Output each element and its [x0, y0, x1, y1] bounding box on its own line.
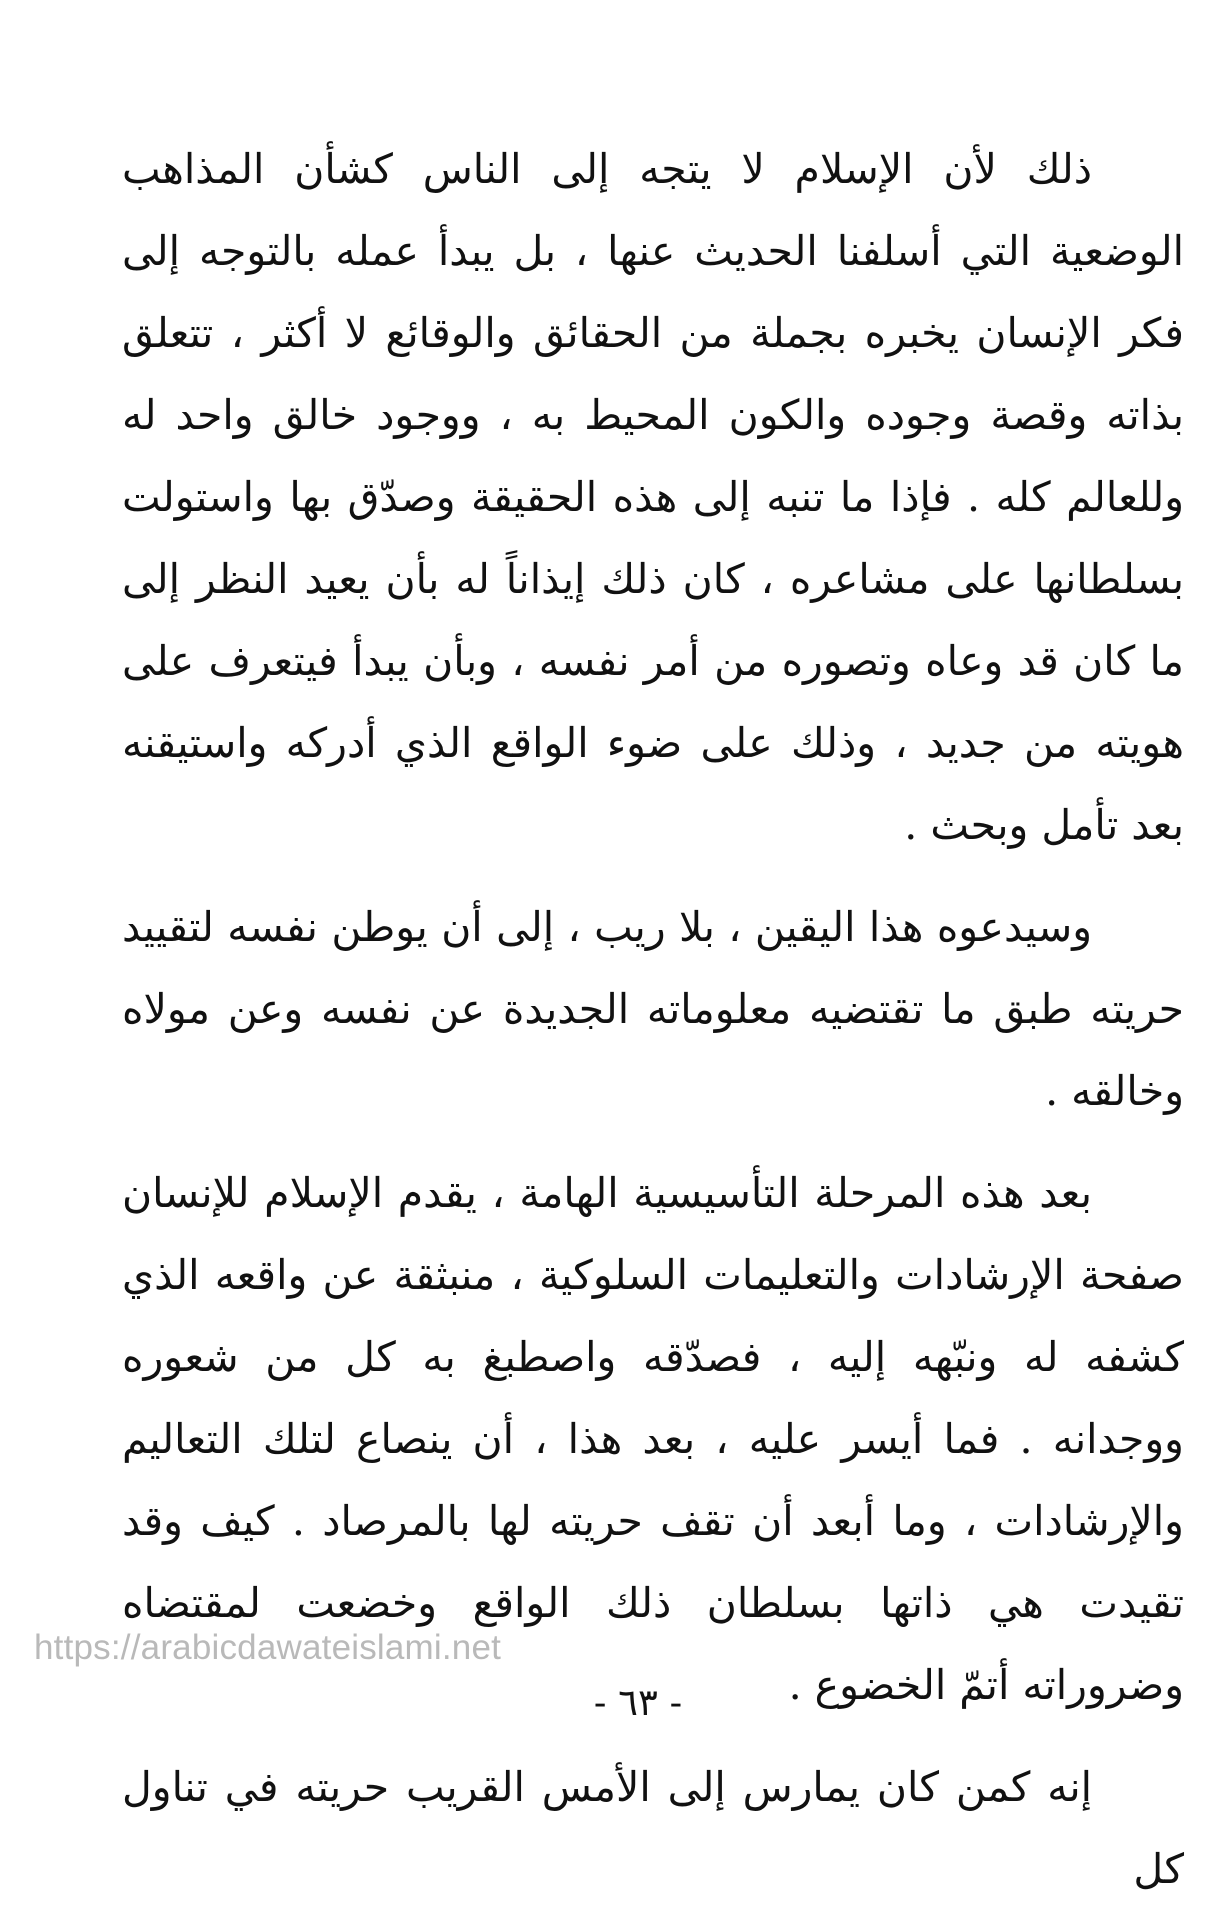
paragraph-3: بعد هذه المرحلة التأسيسية الهامة ، يقدم الإسلام للإنسان صفحة الإرشادات والتعليمات السلوكية ، منبثقة عن واقعه الذي كشفه له ونبّهه إليه ، فصدّقه واصطبغ به كل من شعوره ووجدانه . فما أيسر عليه ، بعد هذا ، أن ينصاع لتلك التعاليم والإرشادات ، وما أبعد أن تقف حريته لها بالمرصاد . كيف وقد تقيدت هي ذاتها بسلطان ذلك الواقع وخضعت لمقتضاه وضروراته أتمّ الخضوع . [122, 1169, 1184, 1709]
paragraph-2: وسيدعوه هذا اليقين ، بلا ريب ، إلى أن يوطن نفسه لتقييد حريته طبق ما تقتضيه معلوماته الجديدة عن نفسه وعن مولاه وخالقه . [122, 903, 1184, 1115]
page-number: - ٦٣ - [593, 1681, 683, 1724]
paragraph-1: ذلك لأن الإسلام لا يتجه إلى الناس كشأن المذاهب الوضعية التي أسلفنا الحديث عنها ، بل يبدأ عمله بالتوجه إلى فكر الإنسان يخبره بجملة من الحقائق والوقائع لا أكثر ، تتعلق بذاته وقصة وجوده والكون المحيط به ، ووجود خالق واحد له وللعالم كله . فإذا ما تنبه إلى هذه الحقيقة وصدّق بها واستولت بسلطانها على مشاعره ، كان ذلك إيذاناً له بأن يعيد النظر إلى ما كان قد وعاه وتصوره من أمر نفسه ، وبأن يبدأ فيتعرف على هويته من جديد ، وذلك على ضوء الواقع الذي أدركه واستيقنه بعد تأمل وبحث . [122, 145, 1184, 849]
source-watermark: https://arabicdawateislami.net [34, 1628, 502, 1667]
paragraph-4: إنه كمن كان يمارس إلى الأمس القريب حريته في تناول كل [122, 1763, 1184, 1893]
